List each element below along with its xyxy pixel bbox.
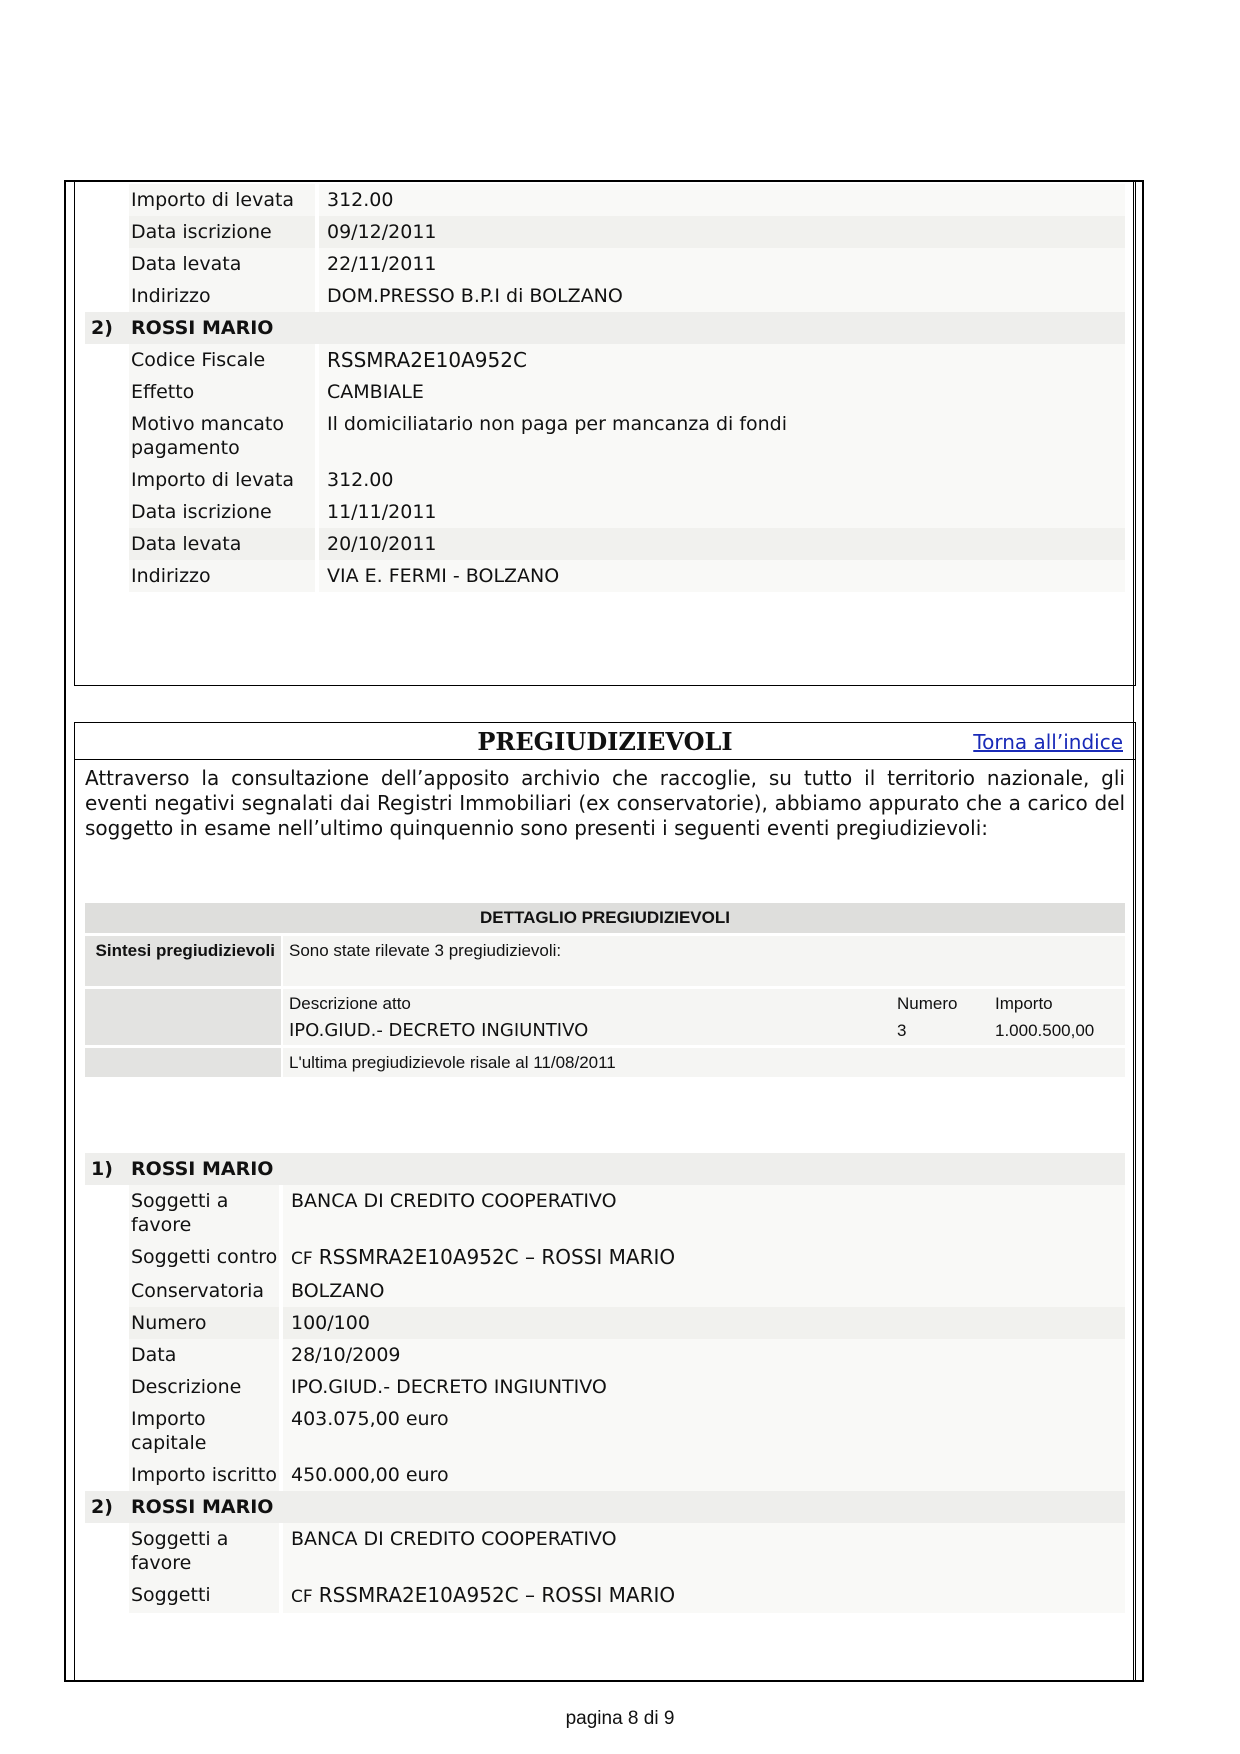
kv-key: Indirizzo <box>129 560 315 592</box>
summary-header-row <box>289 993 1119 1014</box>
section-header <box>75 723 1135 760</box>
kv-row <box>85 1579 1125 1613</box>
protesti-continuation-box <box>74 182 1136 686</box>
kv-value: IPO.GIUD.- DECRETO INGIUNTIVO <box>283 1371 1125 1403</box>
kv-key: Codice Fiscale <box>129 344 315 376</box>
kv-row <box>85 1403 1125 1459</box>
cf-value: RSSMRA2E10A952C – ROSSI MARIO <box>318 1245 676 1269</box>
entry-name: ROSSI MARIO <box>131 317 274 339</box>
kv-value: 312.00 <box>319 184 1125 216</box>
protesti-list <box>85 184 1125 592</box>
entry-name: ROSSI MARIO <box>131 1496 274 1518</box>
kv-key: Descrizione <box>129 1371 279 1403</box>
kv-row <box>85 1185 1125 1241</box>
kv-row <box>85 408 1125 464</box>
cf-prefix: CF <box>291 1249 313 1269</box>
entry-heading <box>85 1153 1125 1185</box>
cf-value: RSSMRA2E10A952C – ROSSI MARIO <box>318 1583 676 1607</box>
entry-heading <box>85 1491 1125 1523</box>
cf-prefix: CF <box>291 1587 313 1607</box>
kv-value: BANCA DI CREDITO COOPERATIVO <box>283 1185 1125 1241</box>
kv-value: DOM.PRESSO B.P.I di BOLZANO <box>319 280 1125 312</box>
summary-label-empty <box>85 989 281 1045</box>
kv-value: 11/11/2011 <box>319 496 1125 528</box>
kv-value <box>283 1241 1125 1275</box>
kv-value: 22/11/2011 <box>319 248 1125 280</box>
kv-key: Effetto <box>129 376 315 408</box>
section-intro: Attraverso la consultazione dell’apposito archivio che raccoglie, su tutto il territorio nazionale, gli eventi negativi segnalati dai Registri Immobiliari (ex conservatorie), abbiamo appurato che a carico del soggetto in esame nell’ultimo quinquennio sono presenti i seguenti eventi pregiudizievoli: <box>85 766 1125 840</box>
last-label-empty <box>85 1048 281 1077</box>
kv-value: 20/10/2011 <box>319 528 1125 560</box>
last-text: L'ultima pregiudizievole risale al 11/08/2011 <box>283 1048 1125 1077</box>
kv-value: BANCA DI CREDITO COOPERATIVO <box>283 1523 1125 1579</box>
entry-number: 1) <box>91 1158 113 1180</box>
back-to-index-link[interactable]: Torna all’indice <box>973 730 1123 754</box>
detail-row-sintesi <box>85 936 1125 986</box>
kv-row <box>85 184 1125 216</box>
kv-key: Importo capitale <box>129 1403 279 1459</box>
kv-row <box>85 528 1125 560</box>
kv-row <box>85 376 1125 408</box>
kv-value: 100/100 <box>283 1307 1125 1339</box>
kv-key: Data iscrizione <box>129 216 315 248</box>
kv-row <box>85 560 1125 592</box>
kv-key: Importo iscritto <box>129 1459 279 1491</box>
kv-row <box>85 496 1125 528</box>
summary-data-row <box>289 1020 1119 1041</box>
entry-heading <box>85 312 1125 344</box>
kv-row <box>85 1307 1125 1339</box>
detail-table-header: DETTAGLIO PREGIUDIZIEVOLI <box>85 903 1125 933</box>
kv-value: 28/10/2009 <box>283 1339 1125 1371</box>
entry-number: 2) <box>91 317 113 339</box>
kv-row <box>85 1241 1125 1275</box>
kv-row <box>85 248 1125 280</box>
kv-value: BOLZANO <box>283 1275 1125 1307</box>
kv-key: Indirizzo <box>129 280 315 312</box>
kv-row <box>85 1523 1125 1579</box>
kv-key: Importo di levata <box>129 184 315 216</box>
kv-row <box>85 1459 1125 1491</box>
kv-key: Soggetti contro <box>129 1241 279 1275</box>
col-descrizione: Descrizione atto <box>289 994 411 1013</box>
kv-value: 312.00 <box>319 464 1125 496</box>
detail-row-summary <box>85 989 1125 1045</box>
kv-key: Data <box>129 1339 279 1371</box>
kv-key: Soggetti a favore <box>129 1185 279 1241</box>
kv-value: CAMBIALE <box>319 376 1125 408</box>
pregiudizievoli-section <box>74 722 1136 1682</box>
kv-key: Conservatoria <box>129 1275 279 1307</box>
sintesi-text: Sono state rilevate 3 pregiudizievoli: <box>283 936 1125 986</box>
kv-row <box>85 1275 1125 1307</box>
kv-key: Soggetti a favore <box>129 1523 279 1579</box>
kv-value: 09/12/2011 <box>319 216 1125 248</box>
kv-key: Importo di levata <box>129 464 315 496</box>
kv-row <box>85 464 1125 496</box>
kv-key: Soggetti <box>129 1579 279 1613</box>
kv-key: Data levata <box>129 248 315 280</box>
kv-value: 403.075,00 euro <box>283 1403 1125 1459</box>
kv-value <box>283 1579 1125 1613</box>
page-footer: pagina 8 di 9 <box>565 1708 675 1729</box>
pregiudizievoli-list <box>85 1153 1125 1613</box>
cell-descrizione: IPO.GIUD.- DECRETO INGIUNTIVO <box>289 1020 589 1041</box>
entry-name: ROSSI MARIO <box>131 1158 274 1180</box>
page-frame <box>64 180 1144 1682</box>
kv-row <box>85 1339 1125 1371</box>
detail-row-last <box>85 1048 1125 1077</box>
kv-key: Data iscrizione <box>129 496 315 528</box>
kv-key: Data levata <box>129 528 315 560</box>
kv-value: VIA E. FERMI - BOLZANO <box>319 560 1125 592</box>
col-numero: Numero <box>897 994 958 1013</box>
sintesi-label: Sintesi pregiudizievoli <box>85 936 281 986</box>
kv-row <box>85 280 1125 312</box>
kv-value: Il domiciliatario non paga per mancanza di fondi <box>319 408 1125 464</box>
kv-row <box>85 216 1125 248</box>
entry-number: 2) <box>91 1496 113 1518</box>
section-title: PREGIUDIZIEVOLI <box>477 727 733 756</box>
detail-table <box>85 903 1125 1077</box>
summary-table <box>283 989 1125 1045</box>
kv-value: RSSMRA2E10A952C <box>319 344 1125 376</box>
kv-row <box>85 1371 1125 1403</box>
kv-key: Numero <box>129 1307 279 1339</box>
col-importo: Importo <box>995 994 1053 1013</box>
kv-row <box>85 344 1125 376</box>
kv-key: Motivo mancato pagamento <box>129 408 315 464</box>
cell-numero: 3 <box>897 1021 907 1040</box>
kv-value: 450.000,00 euro <box>283 1459 1125 1491</box>
cell-importo: 1.000.500,00 <box>995 1021 1095 1040</box>
